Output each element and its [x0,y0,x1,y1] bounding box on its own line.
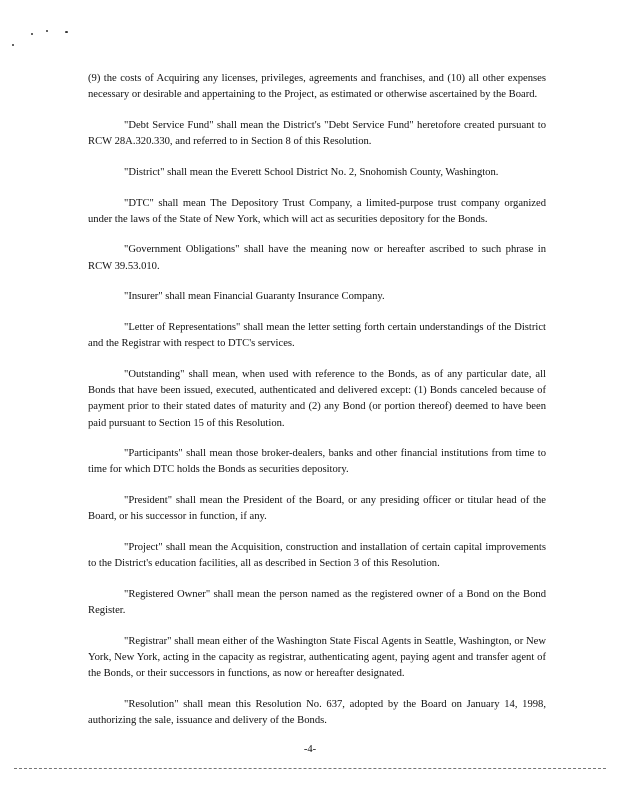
paragraph-dtc: "DTC" shall mean The Depository Trust Company, a limited-purpose trust company organized under the laws of the State of New York, which will act as securities depository for the Bonds. [88,197,546,225]
scan-speck [65,31,68,33]
paragraph-participants: "Participants" shall mean those broker-dealers, banks and other financial institutions from time to time for which DTC holds the Bonds as securities depository. [88,448,546,476]
paragraph-insurer: "Insurer" shall mean Financial Guaranty Insurance Company. [124,291,385,303]
paragraph-registered-owner: "Registered Owner" shall mean the person named as the registered owner of a Bond on the Bond Register. [88,588,546,617]
paragraph-letter-of-representations: "Letter of Representations" shall mean the letter setting forth certain understandings of the District and the Registrar with respect to DTC's services. [88,322,546,350]
paragraph-debt-service-fund: "Debt Service Fund" shall mean the District's "Debt Service Fund" heretofore created pursuant to RCW 28A.320.330, and referred to in Section 8 of this Resolution. [88,119,546,148]
paragraph-resolution: "Resolution" shall mean this Resolution No. 637, adopted by the Board on January 14, 1998, authorizing the sale, issuance and delivery of the Bonds. [88,698,546,727]
paragraph-government-obligations: "Government Obligations" shall have the meaning now or hereafter ascribed to such phrase in RCW 39.53.010. [88,244,546,272]
document-body [88,71,546,744]
paragraph-district: "District" shall mean the Everett School District No. 2, Snohomish County, Washington. [124,166,499,178]
paragraph-president: "President" shall mean the President of the Board, or any presiding officer or titular head of the Board, or his successor in function, if any. [88,495,546,523]
paragraph-costs: (9) the costs of Acquiring any licenses, privileges, agreements and franchises, and (10) all other expenses necessary or desirable and appertaining to the Project, as estimated or otherwise ascertained by the Board. [88,73,546,101]
scan-speck [46,30,48,32]
scan-speck [12,44,14,46]
paragraph-registrar: "Registrar" shall mean either of the Washington State Fiscal Agents in Seattle, Washington, or New York, New York, acting in the capacity as registrar, authenticating agent, paying agent and transfer agent of the Bonds, or their successors in functions, as now or hereafter designated. [88,635,546,680]
page-number: -4- [303,744,317,755]
paragraph-project: "Project" shall mean the Acquisition, construction and installation of certain capital improvements to the District's education facilities, all as described in Section 3 of this Resolution. [88,542,546,570]
paragraph-outstanding: "Outstanding" shall mean, when used with reference to the Bonds, as of any particular date, all Bonds that have been issued, executed, authenticated and delivered except: (1) Bonds canceled because of payment prior to their stated dates of maturity and (2) any Bond (or portion thereof) deemed to have been paid pursuant to Section 15 of this Resolution. [88,368,546,429]
scan-speck [31,33,33,35]
footer-rule [14,768,606,769]
